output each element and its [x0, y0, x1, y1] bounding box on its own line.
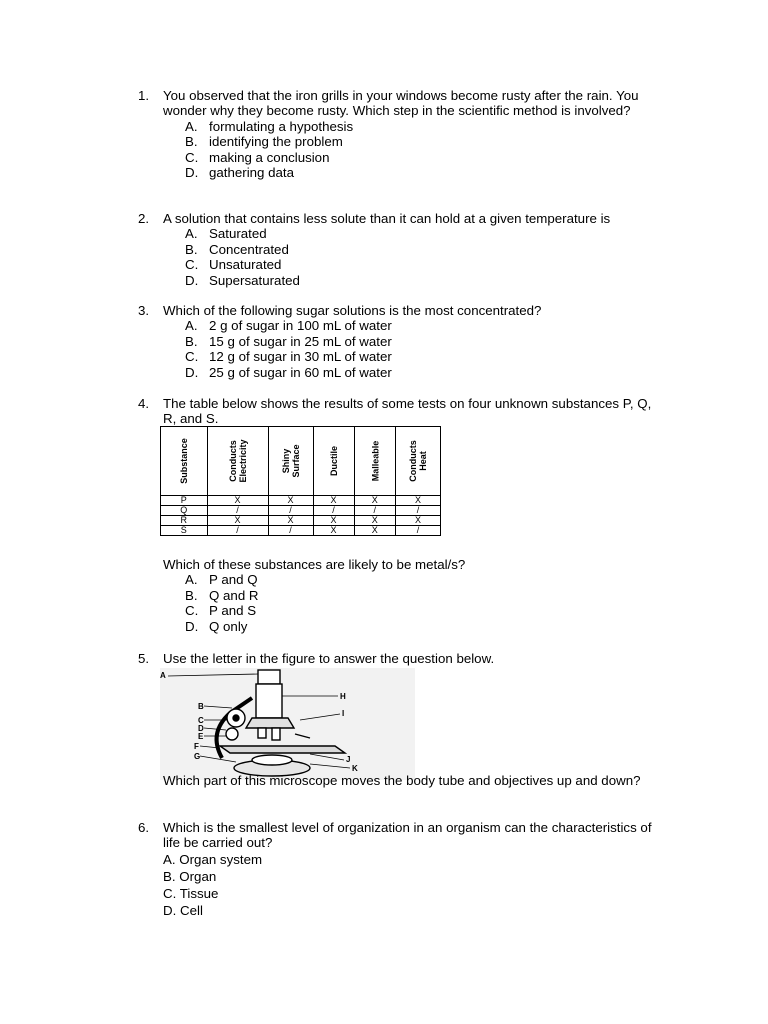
- option-c[interactable]: C. P and S: [185, 603, 257, 619]
- table-header: Malleable: [354, 427, 396, 496]
- eyepiece: [258, 670, 280, 684]
- figure-label-h: H: [340, 692, 346, 701]
- question-number: 3.: [138, 303, 150, 318]
- question-number: 6.: [138, 820, 150, 835]
- option-b[interactable]: B. identifying the problem: [185, 134, 343, 150]
- option-d[interactable]: D. gathering data: [185, 165, 295, 181]
- nosepiece: [246, 718, 294, 728]
- table-header: Substance: [161, 427, 208, 496]
- option-d[interactable]: D. 25 g of sugar in 60 mL of water: [185, 364, 392, 380]
- option-b[interactable]: B. Organ: [163, 868, 217, 884]
- question-number: 4.: [138, 396, 150, 411]
- question-text: You observed that the iron grills in your windows become rusty after the rain. You wonder why they become rusty. Which step in the scientific method is involved?: [163, 88, 639, 119]
- question-5-followup: [138, 773, 658, 788]
- table-row: S / / X X /: [161, 526, 441, 536]
- coarse-knob-center: [233, 715, 239, 721]
- option-a[interactable]: A. formulating a hypothesis: [185, 118, 354, 134]
- figure-label-e: E: [198, 732, 204, 741]
- option-c[interactable]: C. Unsaturated: [185, 257, 282, 273]
- options-list: [185, 318, 658, 380]
- option-b[interactable]: B. 15 g of sugar in 25 mL of water: [185, 333, 392, 349]
- body-tube: [256, 684, 282, 718]
- figure-label-i: I: [342, 709, 345, 718]
- option-c[interactable]: C. making a conclusion: [185, 149, 330, 165]
- question-3: [138, 303, 658, 380]
- microscope-figure: [160, 668, 415, 780]
- figure-label-d: D: [198, 724, 204, 733]
- figure-label-f: F: [194, 742, 199, 751]
- option-a[interactable]: A. P and Q: [185, 572, 258, 588]
- question-number: 2.: [138, 211, 150, 226]
- figure-label-k: K: [352, 764, 358, 773]
- question-6: [138, 820, 658, 919]
- question-text: Which is the smallest level of organization in an organism can the characteristics of life be carried out?: [163, 820, 652, 851]
- substance-table: [160, 426, 441, 536]
- fine-adjustment-knob: [226, 728, 238, 740]
- option-d[interactable]: D. Q only: [185, 618, 248, 634]
- question-4: [138, 396, 658, 427]
- microscope-stage: [220, 746, 345, 753]
- figure-label-j: J: [346, 755, 351, 764]
- table-header: Conducts Heat: [396, 427, 441, 496]
- options-list: [163, 851, 658, 919]
- figure-label-b: B: [198, 702, 204, 711]
- question-text: Which of the following sugar solutions is the most concentrated?: [163, 303, 542, 318]
- question-text: A solution that contains less solute than it can hold at a given temperature is: [163, 211, 611, 226]
- options-list: [185, 226, 678, 288]
- option-b[interactable]: B. Concentrated: [185, 241, 289, 257]
- option-a[interactable]: A. 2 g of sugar in 100 mL of water: [185, 318, 392, 334]
- question-text: Use the letter in the figure to answer the question below.: [163, 651, 495, 666]
- figure-label-c: C: [198, 716, 204, 725]
- table-row: Q / / / / /: [161, 506, 441, 516]
- option-a[interactable]: A. Saturated: [185, 226, 267, 242]
- question-number: 5.: [138, 651, 150, 666]
- options-list: [185, 572, 658, 634]
- question-text: The table below shows the results of some tests on four unknown substances P, Q, R, and S.: [163, 396, 652, 427]
- option-b[interactable]: B. Q and R: [185, 587, 259, 603]
- followup-text: Which of these substances are likely to be metal/s?: [163, 557, 466, 572]
- option-a[interactable]: A. Organ system: [163, 851, 263, 867]
- followup-text: Which part of this microscope moves the body tube and objectives up and down?: [163, 773, 641, 788]
- options-list: [185, 119, 658, 181]
- option-d[interactable]: D. Supersaturated: [185, 272, 300, 288]
- question-1: [138, 88, 658, 180]
- question-5: [138, 651, 658, 666]
- option-c[interactable]: C. 12 g of sugar in 30 mL of water: [185, 349, 392, 365]
- question-4-followup: [138, 557, 658, 634]
- table-header: Ductile: [313, 427, 354, 496]
- figure-label-a: A: [160, 671, 166, 680]
- mirror: [252, 755, 292, 765]
- question-number: 1.: [138, 88, 150, 103]
- objective-2: [272, 728, 280, 740]
- question-2: [138, 211, 678, 288]
- objective-1: [258, 728, 266, 738]
- figure-label-g: G: [194, 752, 201, 761]
- option-c[interactable]: C. Tissue: [163, 885, 219, 901]
- table-row: P X X X X X: [161, 496, 441, 506]
- table-header: Conducts Electricity: [207, 427, 268, 496]
- table-header: Shiny Surface: [268, 427, 313, 496]
- option-d[interactable]: D. Cell: [163, 902, 203, 918]
- table-header-row: [161, 427, 441, 496]
- table-row: R X X X X X: [161, 516, 441, 526]
